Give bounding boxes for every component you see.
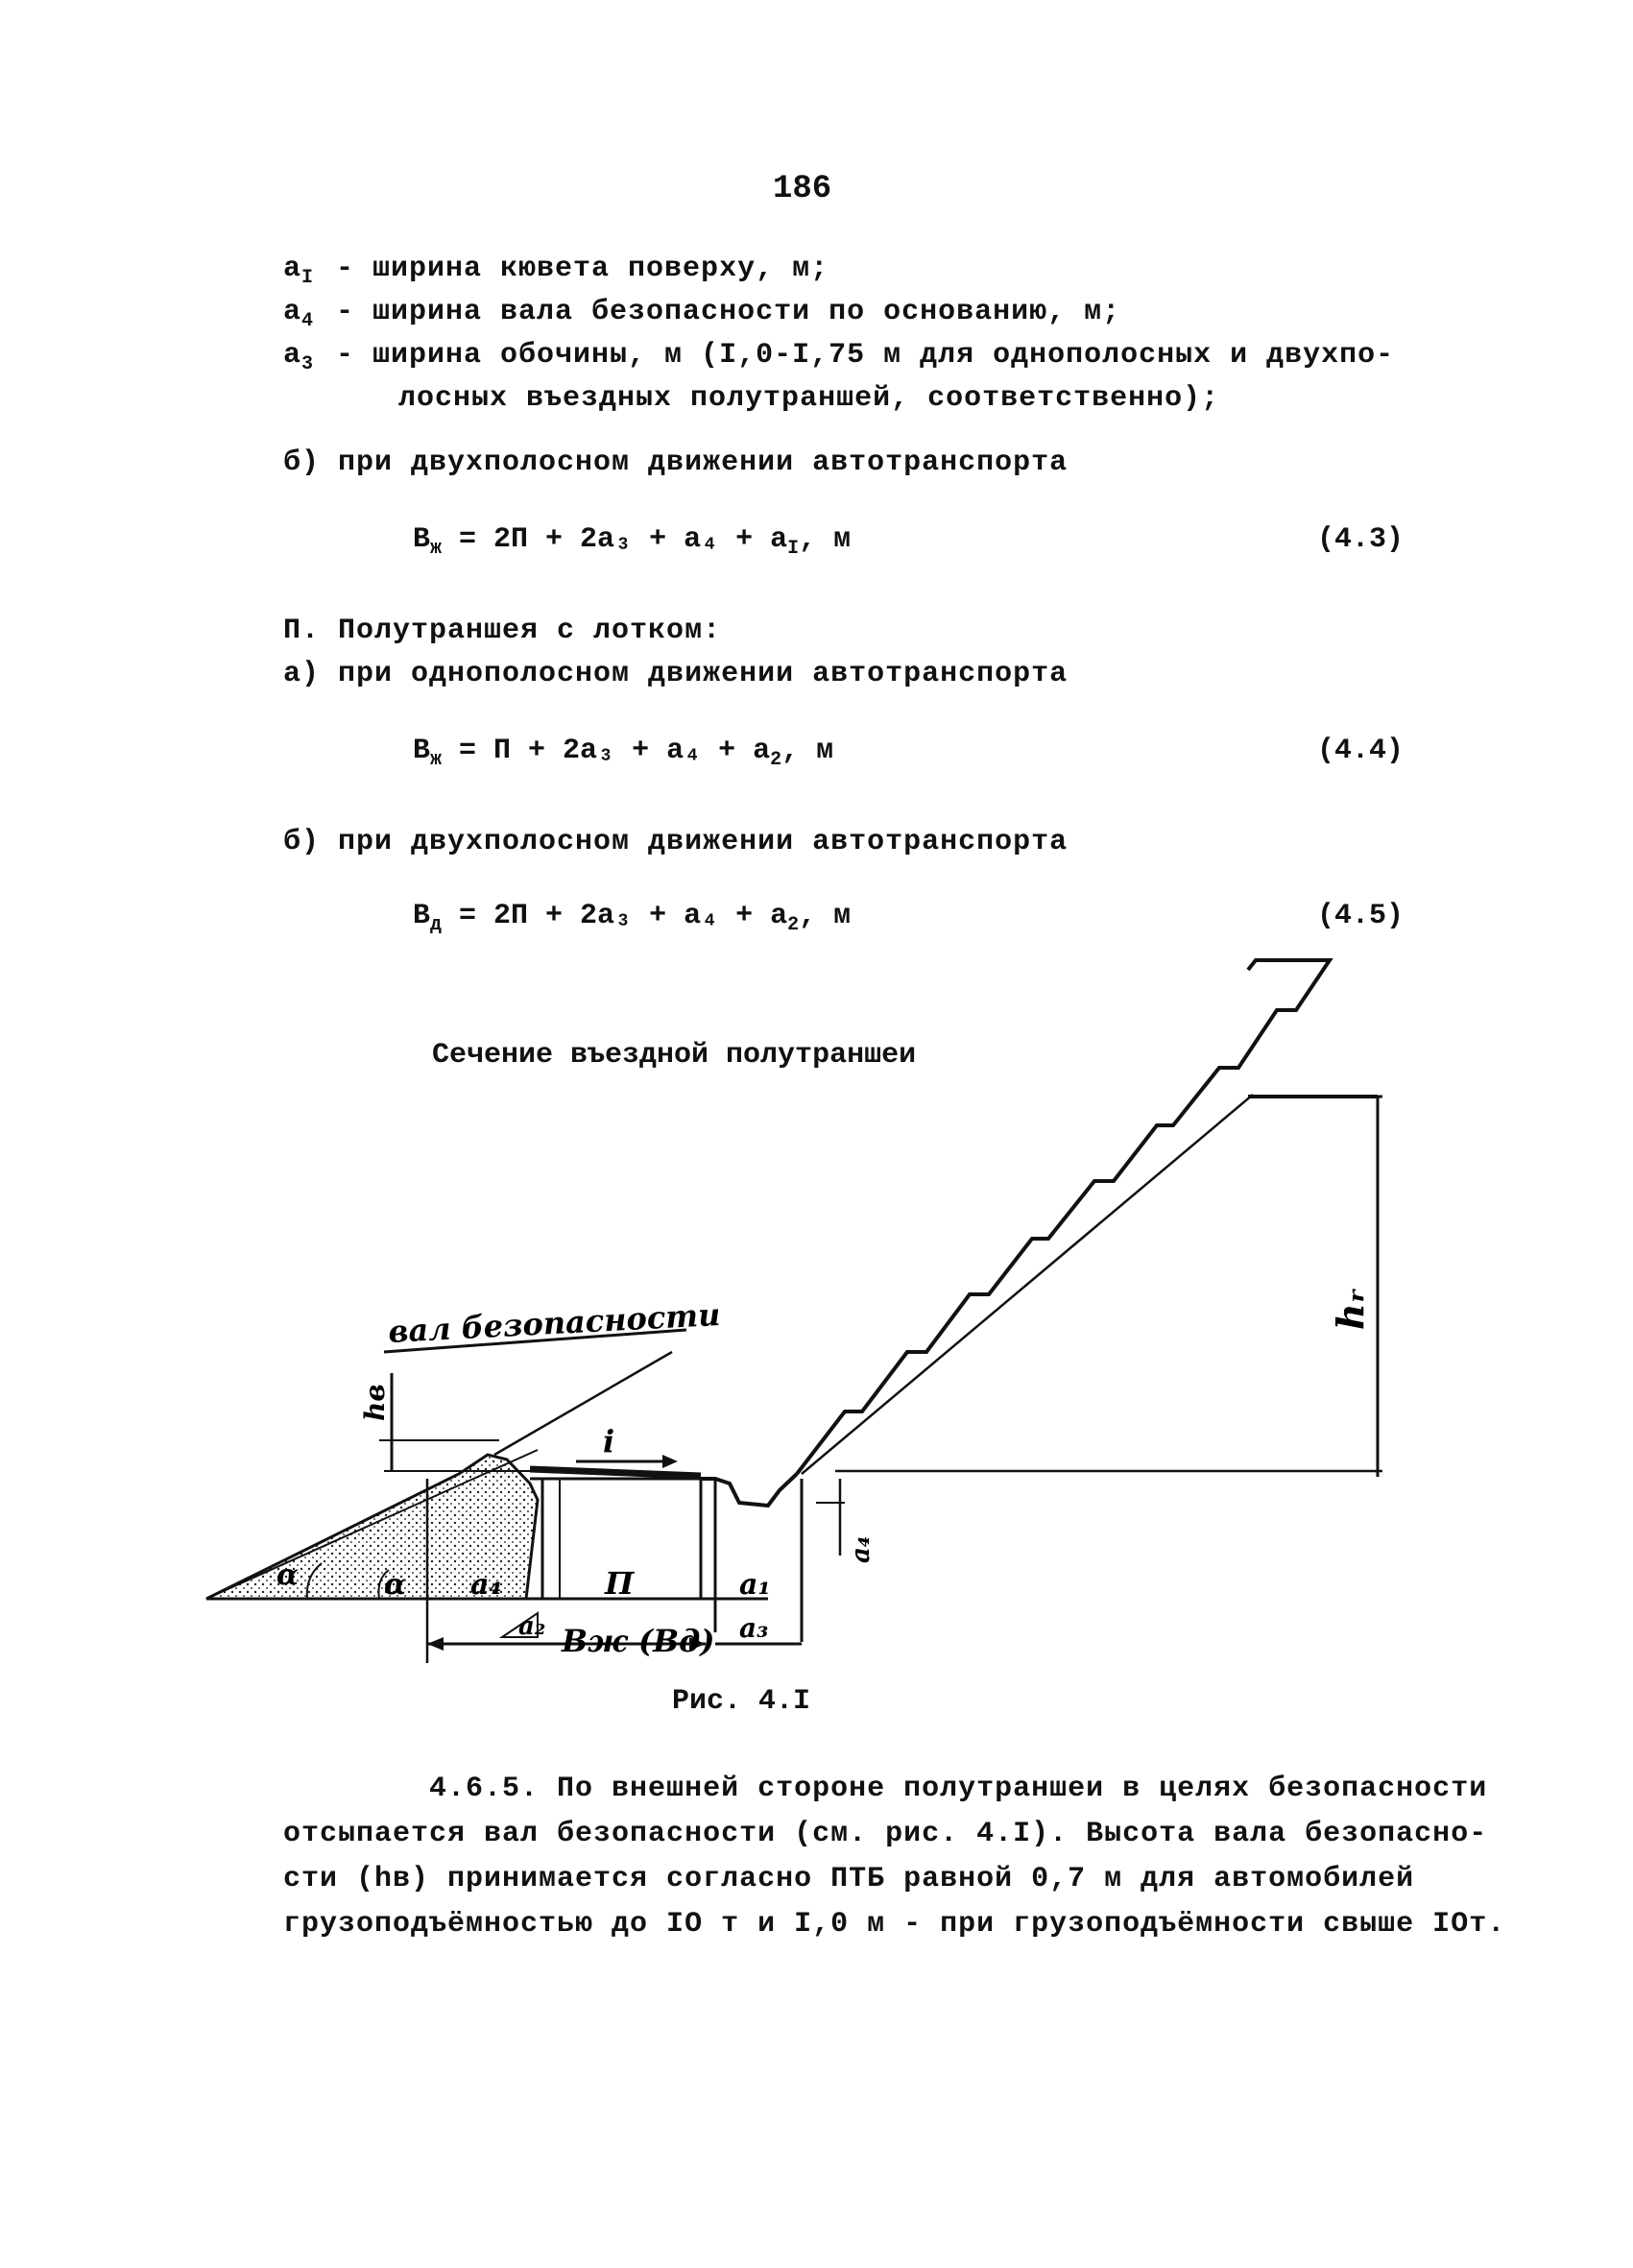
average-slope-line xyxy=(802,1095,1253,1474)
section-with-tray: П. Полутраншея с лотком: xyxy=(283,615,722,647)
paragraph-line: 4.6.5. По внешней стороне полутраншеи в целях безопасности xyxy=(283,1773,1488,1805)
equation-4-3: $B_ж = 2П + 2a_3 + a_4 + a_I$, м xyxy=(413,523,852,560)
label-B: Bж (Bд) xyxy=(562,1623,715,1659)
label-safety-berm: вал безопасности xyxy=(387,1295,722,1350)
label-a2: a₂ xyxy=(518,1612,546,1641)
equation-4-4: $B_ж = П + 2a_3 + a_4 + a_2$, м xyxy=(413,735,834,771)
definition-a4: $a_4$ - ширина вала безопасности по основанию, м; xyxy=(283,296,1121,332)
label-P: П xyxy=(605,1565,635,1602)
label-a4: a₄ xyxy=(470,1568,502,1602)
section-one-lane: а) при однополосном движении автотранспорта xyxy=(283,658,1069,690)
equation-4-5: $B_д = 2П + 2a_3 + a_4 + a_2$, м xyxy=(413,900,852,936)
label-h4: a₄ xyxy=(847,1535,876,1563)
benched-slope xyxy=(797,960,1330,1474)
roadway xyxy=(530,1469,701,1476)
definition-a3: $a_3$ - ширина обочины, м (I,0-I,75 м для однополосных и двухпо- xyxy=(283,339,1395,375)
definition-a3-continued: лосных въездных полутраншей, соответственно); xyxy=(398,382,1220,415)
label-alpha-1: α xyxy=(276,1558,300,1592)
section-two-lane: б) при двухполосном движении автотранспорта xyxy=(283,446,1069,479)
equation-number-4-5: (4.5) xyxy=(1317,900,1405,932)
figure-title: Сечение въездной полутраншеи xyxy=(432,1039,917,1072)
label-hb: hв xyxy=(359,1384,391,1421)
label-i: i xyxy=(603,1423,615,1460)
equation-number-4-4: (4.4) xyxy=(1317,735,1405,767)
label-a3: a₃ xyxy=(739,1612,769,1644)
paragraph-line: отсыпается вал безопасности (см. рис. 4.I). Высота вала безопасно- xyxy=(283,1818,1488,1850)
equation-number-4-3: (4.3) xyxy=(1317,523,1405,556)
definition-a1: $a_I$ - ширина кювета поверху, м; xyxy=(283,253,829,289)
section-two-lane-2: б) при двухполосном движении автотранспорта xyxy=(283,826,1069,858)
label-a1: a₁ xyxy=(739,1568,771,1602)
figure-label: Рис. 4.I xyxy=(672,1685,811,1718)
label-alpha-2: α xyxy=(384,1568,407,1602)
page-number: 186 xyxy=(773,171,832,207)
paragraph-line: грузоподъёмностью до IO т и I,0 м - при грузоподъёмности свыше IOт. xyxy=(283,1908,1506,1941)
paragraph-4-6-5 xyxy=(283,1767,1505,1947)
paragraph-line: сти (hв) принимается согласно ПТБ равной 0,7 м для автомобилей xyxy=(283,1863,1415,1895)
label-hr: hᵣ xyxy=(1329,1288,1372,1330)
